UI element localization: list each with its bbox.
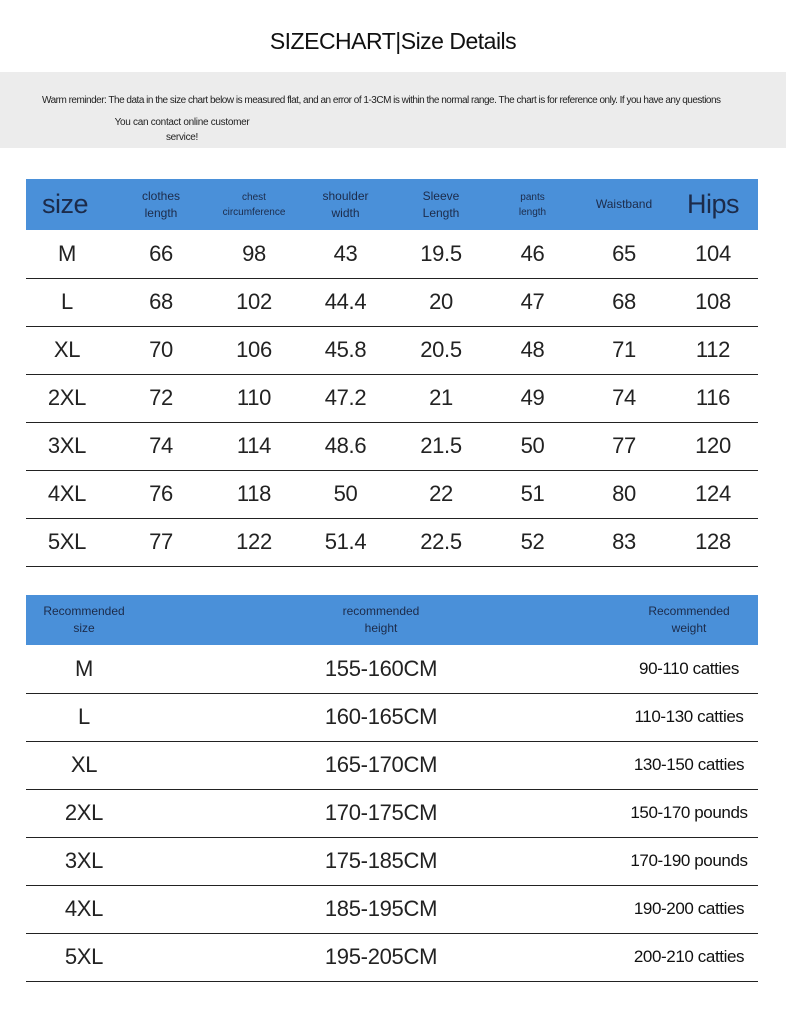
table-cell: 195-205CM — [142, 933, 620, 981]
table-row — [26, 326, 758, 374]
table-cell: XL — [26, 326, 108, 374]
table-row — [26, 693, 758, 741]
table-cell: 5XL — [26, 933, 142, 981]
table-cell: 185-195CM — [142, 885, 620, 933]
table-cell: M — [26, 645, 142, 693]
recommended-header-row — [26, 595, 758, 645]
table-cell: 44.4 — [294, 278, 397, 326]
table-row — [26, 837, 758, 885]
table-cell: 52 — [485, 518, 580, 566]
table-row — [26, 230, 758, 278]
table-cell: 71 — [580, 326, 668, 374]
table-row — [26, 278, 758, 326]
table-cell: 2XL — [26, 374, 108, 422]
table-cell: L — [26, 278, 108, 326]
header-recommended-size: Recommended size — [43, 604, 125, 635]
table-cell: 165-170CM — [142, 741, 620, 789]
table-cell: 128 — [668, 518, 758, 566]
table-cell: 160-165CM — [142, 693, 620, 741]
table-cell: 49 — [485, 374, 580, 422]
table-cell: 65 — [580, 230, 668, 278]
recommended-body — [26, 645, 758, 981]
header-chest-circumference: chest circumference — [222, 191, 286, 218]
table-cell: 150-170 pounds — [620, 789, 758, 837]
table-cell: M — [26, 230, 108, 278]
table-cell: 72 — [108, 374, 214, 422]
table-cell: 48 — [485, 326, 580, 374]
table-cell: 98 — [214, 230, 294, 278]
header-sleeve-length: Sleeve Length — [422, 188, 460, 220]
header-pants-length: pants length — [518, 191, 547, 218]
table-cell: 3XL — [26, 422, 108, 470]
table-cell: 47 — [485, 278, 580, 326]
table-cell: 68 — [580, 278, 668, 326]
table-cell: 48.6 — [294, 422, 397, 470]
table-cell: 110 — [214, 374, 294, 422]
page-title: SIZECHART|Size Details — [269, 28, 517, 54]
table-cell: 122 — [214, 518, 294, 566]
table-cell: 4XL — [26, 885, 142, 933]
header-recommended-weight: Recommended weight — [648, 604, 730, 635]
table-cell: 80 — [580, 470, 668, 518]
table-cell: 46 — [485, 230, 580, 278]
table-row — [26, 422, 758, 470]
warm-reminder-banner — [0, 72, 786, 148]
recommended-size-table — [26, 595, 758, 982]
table-cell: 110-130 catties — [620, 693, 758, 741]
table-cell: 118 — [214, 470, 294, 518]
table-cell: 47.2 — [294, 374, 397, 422]
reminder-contact-text: You can contact online customer service! — [114, 117, 250, 143]
table-cell: 120 — [668, 422, 758, 470]
table-cell: 170-175CM — [142, 789, 620, 837]
table-cell: 66 — [108, 230, 214, 278]
table-cell: 51 — [485, 470, 580, 518]
table-cell: 90-110 catties — [620, 645, 758, 693]
table-cell: 114 — [214, 422, 294, 470]
table-cell: 74 — [580, 374, 668, 422]
size-chart-table — [26, 179, 758, 567]
table-cell: 76 — [108, 470, 214, 518]
header-clothes-length: clothes length — [141, 188, 181, 220]
table-cell: 22.5 — [397, 518, 485, 566]
size-chart-body — [26, 230, 758, 566]
table-cell: 4XL — [26, 470, 108, 518]
table-cell: 21.5 — [397, 422, 485, 470]
table-cell: 45.8 — [294, 326, 397, 374]
table-cell: 3XL — [26, 837, 142, 885]
table-cell: XL — [26, 741, 142, 789]
size-chart-header-row — [26, 179, 758, 230]
table-cell: 50 — [294, 470, 397, 518]
table-cell: 77 — [108, 518, 214, 566]
table-cell: 124 — [668, 470, 758, 518]
table-cell: 102 — [214, 278, 294, 326]
table-row — [26, 885, 758, 933]
table-row — [26, 518, 758, 566]
table-cell: L — [26, 693, 142, 741]
header-recommended-height: recommended height — [342, 604, 420, 635]
table-cell: 106 — [214, 326, 294, 374]
table-row — [26, 933, 758, 981]
table-cell: 2XL — [26, 789, 142, 837]
table-row — [26, 374, 758, 422]
table-cell: 112 — [668, 326, 758, 374]
table-cell: 68 — [108, 278, 214, 326]
table-cell: 5XL — [26, 518, 108, 566]
table-cell: 170-190 pounds — [620, 837, 758, 885]
table-cell: 175-185CM — [142, 837, 620, 885]
table-cell: 104 — [668, 230, 758, 278]
header-hips: Hips — [686, 189, 739, 219]
header-waistband: Waistband — [595, 197, 653, 211]
table-cell: 20 — [397, 278, 485, 326]
table-cell: 51.4 — [294, 518, 397, 566]
table-row — [26, 470, 758, 518]
table-cell: 70 — [108, 326, 214, 374]
table-cell: 22 — [397, 470, 485, 518]
table-row — [26, 789, 758, 837]
reminder-text: Warm reminder: The data in the size chart below is measured flat, and an error of 1-3CM is within the normal range. The chart is for reference only. If you have any questions — [42, 95, 721, 106]
table-cell: 19.5 — [397, 230, 485, 278]
header-size: size — [42, 189, 89, 219]
header-shoulder-width: shoulder width — [322, 188, 369, 220]
table-cell: 116 — [668, 374, 758, 422]
table-cell: 43 — [294, 230, 397, 278]
table-cell: 21 — [397, 374, 485, 422]
table-row — [26, 645, 758, 693]
table-cell: 20.5 — [397, 326, 485, 374]
table-row — [26, 741, 758, 789]
table-cell: 74 — [108, 422, 214, 470]
table-cell: 155-160CM — [142, 645, 620, 693]
table-cell: 190-200 catties — [620, 885, 758, 933]
table-cell: 50 — [485, 422, 580, 470]
table-cell: 108 — [668, 278, 758, 326]
table-cell: 83 — [580, 518, 668, 566]
table-cell: 200-210 catties — [620, 933, 758, 981]
table-cell: 77 — [580, 422, 668, 470]
table-cell: 130-150 catties — [620, 741, 758, 789]
